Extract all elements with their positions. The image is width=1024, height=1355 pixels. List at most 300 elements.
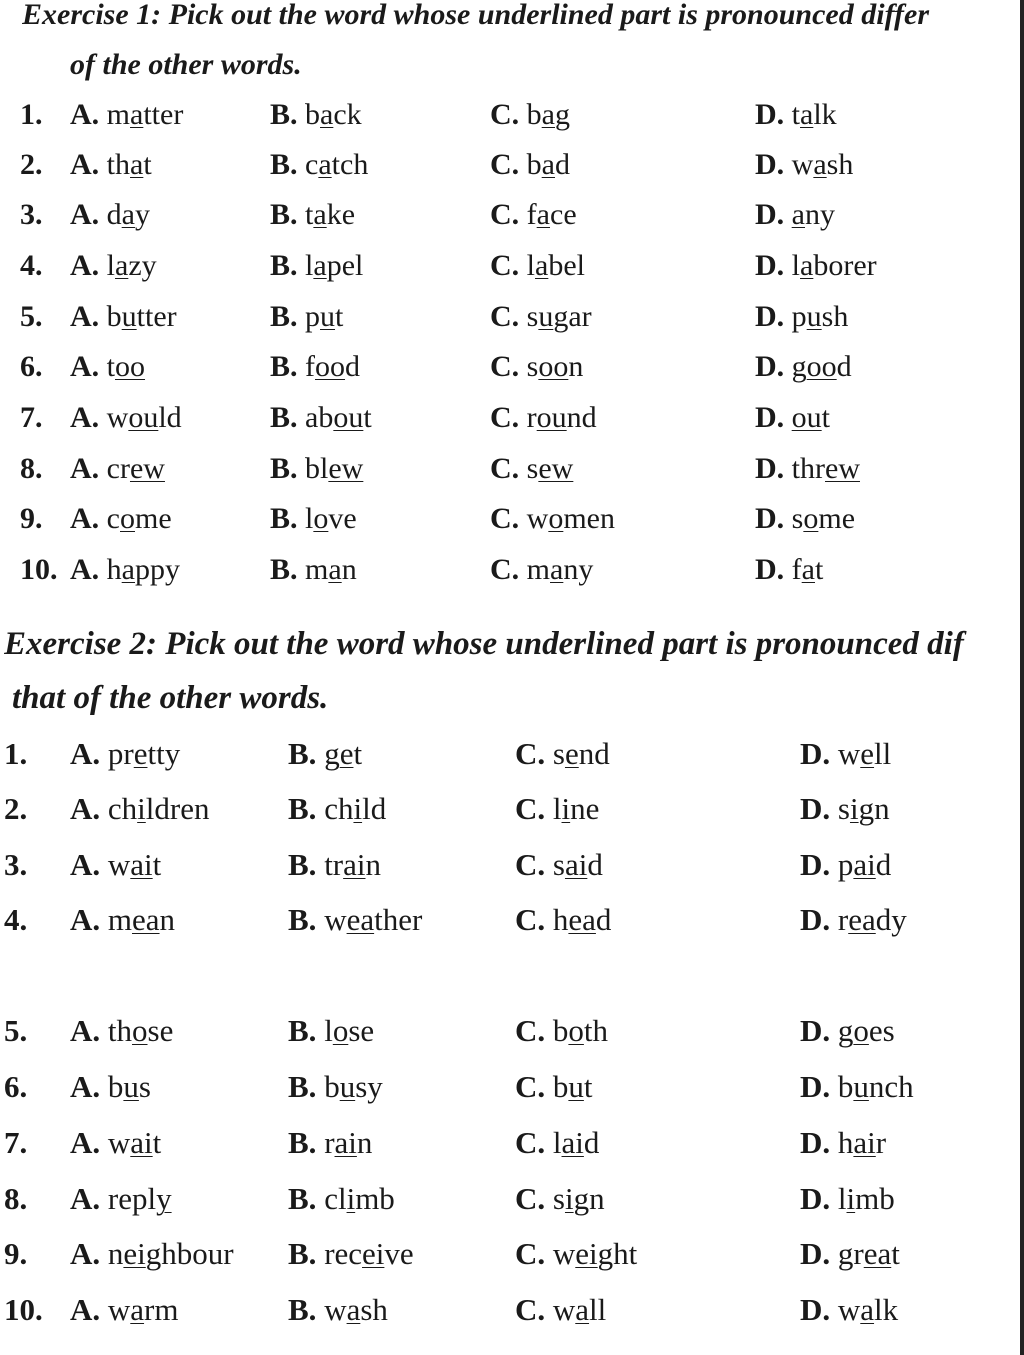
question-number: 10.: [20, 553, 58, 586]
option-letter: B.: [270, 502, 298, 535]
word-suffix: ck: [333, 98, 362, 131]
word-prefix: pr: [107, 736, 134, 771]
underlined-part: o: [120, 502, 135, 535]
option-letter: D.: [755, 300, 785, 333]
answer-option: [515, 1292, 606, 1328]
underlined-part: ew: [328, 452, 364, 485]
word-suffix: nch: [868, 1069, 914, 1104]
word-prefix: t: [106, 350, 116, 383]
question-number: 2.: [20, 148, 43, 181]
answer-option: [288, 1069, 383, 1105]
option-letter: A.: [70, 300, 100, 333]
option-letter: C.: [490, 249, 520, 282]
option-letter: B.: [288, 791, 317, 826]
option-letter: D.: [755, 98, 785, 131]
word-suffix: ld: [362, 791, 387, 826]
answer-option: [288, 1292, 388, 1328]
underlined-part: a: [575, 1292, 590, 1327]
word-suffix: se: [348, 1013, 375, 1048]
option-letter: C.: [515, 791, 546, 826]
option-letter: A.: [70, 350, 100, 383]
word-prefix: w: [324, 1292, 347, 1327]
word-prefix: ch: [107, 791, 138, 826]
word-prefix: b: [526, 98, 542, 131]
option-letter: A.: [70, 791, 101, 826]
answer-option: [270, 249, 363, 283]
option-letter: D.: [800, 1069, 831, 1104]
underlined-part: a: [813, 148, 827, 181]
answer-option: [70, 502, 172, 536]
answer-option: [288, 791, 386, 827]
word-suffix: d: [583, 1125, 600, 1160]
question-number: 5.: [4, 1013, 28, 1048]
answer-option: [515, 791, 599, 827]
underlined-part: ea: [863, 1236, 892, 1271]
option-letter: C.: [515, 1069, 546, 1104]
underlined-part: a: [800, 98, 814, 131]
option-letter: C.: [490, 300, 520, 333]
word-suffix: sh: [826, 148, 854, 181]
question-row: [0, 502, 1020, 542]
underlined-part: ai: [343, 847, 366, 882]
underlined-part: a: [313, 198, 327, 231]
word-prefix: l: [837, 1181, 847, 1216]
word-prefix: h: [552, 902, 569, 937]
underlined-part: u: [339, 1069, 356, 1104]
option-letter: A.: [70, 553, 100, 586]
underlined-part: a: [346, 1292, 361, 1327]
option-letter: D.: [755, 452, 785, 485]
answer-option: [490, 148, 570, 182]
question-number: 8.: [20, 452, 43, 485]
answer-option: [515, 1013, 608, 1049]
word-suffix: d: [555, 148, 570, 181]
word-suffix: nd: [578, 736, 610, 771]
underlined-part: u: [538, 300, 554, 333]
word-suffix: ke: [326, 198, 356, 231]
option-letter: B.: [288, 1236, 317, 1271]
option-letter: D.: [755, 553, 785, 586]
word-suffix: sh: [360, 1292, 388, 1327]
word-prefix: th: [107, 1013, 133, 1048]
answer-option: [288, 1125, 372, 1161]
underlined-part: ew: [129, 452, 165, 485]
option-letter: D.: [800, 1013, 831, 1048]
word-suffix: ght: [597, 1236, 638, 1271]
word-prefix: repl: [107, 1181, 157, 1216]
answer-option: [70, 1236, 234, 1272]
option-letter: D.: [755, 350, 785, 383]
underlined-part: ei: [575, 1236, 598, 1271]
exercise-2-title-line-1: Exercise 2: Pick out the word whose underlined part is pronounced dif: [4, 626, 964, 662]
answer-option: [515, 1236, 637, 1272]
option-letter: D.: [755, 401, 785, 434]
word-prefix: s: [526, 300, 539, 333]
word-suffix: pel: [326, 249, 364, 282]
word-prefix: c: [305, 148, 319, 181]
underlined-part: ei: [362, 1236, 385, 1271]
question-number: 3.: [20, 198, 43, 231]
underlined-part: e: [564, 736, 579, 771]
answer-option: [70, 148, 152, 182]
option-letter: B.: [288, 1181, 317, 1216]
word-suffix: d: [836, 350, 852, 383]
word-suffix: ny: [805, 198, 835, 231]
word-suffix: ne: [570, 791, 600, 826]
word-prefix: l: [552, 1125, 562, 1160]
answer-option: [800, 1125, 886, 1161]
option-letter: A.: [70, 148, 100, 181]
word-suffix: dy: [875, 902, 907, 937]
answer-option: [755, 148, 853, 182]
word-suffix: me: [818, 502, 856, 535]
underlined-part: e: [860, 736, 875, 771]
question-row: [0, 300, 1020, 340]
underlined-part: u: [121, 300, 137, 333]
word-prefix: p: [791, 300, 807, 333]
underlined-part: u: [806, 300, 822, 333]
answer-option: [70, 452, 165, 486]
question-number: 2.: [4, 791, 28, 826]
option-letter: A.: [70, 452, 100, 485]
question-number: 6.: [4, 1069, 28, 1104]
answer-option: [490, 401, 597, 435]
underlined-part: a: [130, 1292, 145, 1327]
underlined-part: ou: [128, 401, 159, 434]
word-prefix: s: [837, 791, 850, 826]
word-suffix: se: [147, 1013, 174, 1048]
word-prefix: g: [791, 350, 807, 383]
option-letter: B.: [270, 452, 298, 485]
question-row: [0, 1013, 1020, 1053]
underlined-part: a: [791, 198, 805, 231]
question-number: 9.: [20, 502, 43, 535]
word-suffix: ldren: [145, 791, 210, 826]
word-suffix: s: [138, 1069, 151, 1104]
question-number: 3.: [4, 847, 28, 882]
underlined-part: ei: [123, 1236, 146, 1271]
underlined-part: u: [320, 300, 336, 333]
underlined-part: a: [550, 553, 564, 586]
word-suffix: tch: [331, 148, 369, 181]
word-prefix: s: [791, 502, 804, 535]
answer-option: [800, 791, 890, 827]
word-suffix: ny: [563, 553, 594, 586]
underlined-part: e: [339, 736, 354, 771]
word-prefix: l: [552, 791, 562, 826]
question-number: 4.: [20, 249, 43, 282]
option-letter: C.: [490, 198, 520, 231]
word-prefix: w: [552, 1236, 576, 1271]
underlined-part: i: [846, 1181, 856, 1216]
underlined-part: oo: [315, 350, 346, 383]
word-prefix: d: [106, 198, 122, 231]
answer-option: [70, 300, 177, 334]
word-prefix: b: [107, 1069, 124, 1104]
word-prefix: m: [305, 553, 329, 586]
underlined-part: ou: [333, 401, 364, 434]
answer-option: [800, 1181, 895, 1217]
word-prefix: m: [107, 902, 133, 937]
option-letter: B.: [288, 1125, 317, 1160]
word-prefix: w: [107, 1292, 131, 1327]
underlined-part: o: [853, 1013, 869, 1048]
word-suffix: tter: [136, 300, 177, 333]
underlined-part: a: [121, 553, 135, 586]
option-letter: A.: [70, 902, 101, 937]
word-prefix: rec: [324, 1236, 363, 1271]
question-row: [0, 198, 1020, 238]
word-prefix: m: [526, 553, 551, 586]
underlined-part: o: [132, 1013, 148, 1048]
word-suffix: me: [135, 502, 172, 535]
option-letter: D.: [800, 1125, 831, 1160]
word-prefix: r: [526, 401, 537, 434]
underlined-part: i: [564, 1181, 574, 1216]
answer-option: [755, 401, 830, 435]
underlined-part: o: [313, 502, 329, 535]
word-prefix: l: [526, 249, 536, 282]
word-suffix: nd: [566, 401, 597, 434]
option-letter: C.: [515, 736, 546, 771]
answer-option: [800, 847, 891, 883]
word-prefix: b: [305, 98, 321, 131]
question-row: [0, 401, 1020, 441]
word-suffix: t: [583, 1069, 593, 1104]
word-prefix: gr: [837, 1236, 864, 1271]
answer-option: [800, 1236, 900, 1272]
word-suffix: men: [563, 502, 615, 535]
answer-option: [288, 736, 362, 772]
option-letter: C.: [515, 1013, 546, 1048]
word-prefix: p: [837, 847, 854, 882]
word-prefix: w: [837, 1292, 861, 1327]
answer-option: [515, 1125, 599, 1161]
underlined-part: a: [130, 98, 144, 131]
option-letter: C.: [515, 1292, 546, 1327]
word-suffix: t: [815, 553, 824, 586]
word-suffix: ce: [550, 198, 577, 231]
answer-option: [70, 1125, 161, 1161]
question-row: [0, 847, 1020, 887]
underlined-part: ea: [848, 902, 876, 937]
option-letter: B.: [270, 198, 298, 231]
underlined-part: a: [318, 148, 332, 181]
answer-option: [70, 791, 209, 827]
word-prefix: b: [552, 1069, 569, 1104]
word-suffix: ll: [589, 1292, 607, 1327]
word-prefix: ab: [305, 401, 334, 434]
word-prefix: l: [305, 249, 314, 282]
answer-option: [70, 98, 183, 132]
answer-option: [270, 350, 360, 384]
question-row: [0, 736, 1020, 776]
underlined-part: ea: [132, 902, 160, 937]
underlined-part: i: [137, 791, 146, 826]
word-prefix: t: [791, 98, 801, 131]
word-prefix: w: [526, 502, 549, 535]
word-prefix: s: [526, 350, 539, 383]
underlined-part: a: [130, 148, 144, 181]
underlined-part: u: [123, 1069, 139, 1104]
underlined-part: ou: [791, 401, 822, 434]
underlined-part: ew: [538, 452, 574, 485]
option-letter: D.: [755, 148, 785, 181]
underlined-part: a: [535, 249, 549, 282]
answer-option: [800, 902, 907, 938]
underlined-part: ai: [130, 847, 153, 882]
option-letter: A.: [70, 1125, 101, 1160]
question-number: 7.: [20, 401, 43, 434]
underlined-part: ai: [853, 847, 876, 882]
underlined-part: a: [328, 553, 342, 586]
option-letter: A.: [70, 1069, 101, 1104]
question-row: [0, 148, 1020, 188]
underlined-part: a: [541, 98, 555, 131]
answer-option: [755, 452, 860, 486]
underlined-part: oo: [538, 350, 569, 383]
answer-option: [288, 1013, 374, 1049]
underlined-part: a: [860, 1292, 875, 1327]
option-letter: A.: [70, 249, 100, 282]
answer-option: [288, 902, 422, 938]
question-row: [0, 902, 1020, 942]
word-suffix: n: [341, 553, 357, 586]
answer-option: [755, 553, 823, 587]
word-prefix: r: [324, 1125, 335, 1160]
word-suffix: ve: [384, 1236, 414, 1271]
word-suffix: g: [555, 98, 570, 131]
word-suffix: mb: [855, 1181, 895, 1216]
option-letter: C.: [515, 902, 546, 937]
underlined-part: a: [541, 148, 555, 181]
word-prefix: bl: [305, 452, 329, 485]
option-letter: B.: [270, 401, 298, 434]
word-suffix: lk: [813, 98, 837, 131]
underlined-part: ew: [825, 452, 860, 485]
answer-option: [490, 502, 615, 536]
option-letter: B.: [270, 249, 298, 282]
word-suffix: n: [356, 1125, 373, 1160]
page-right-border: [1020, 0, 1024, 1355]
word-suffix: borer: [813, 249, 877, 282]
answer-option: [490, 198, 577, 232]
word-prefix: p: [305, 300, 321, 333]
answer-option: [755, 350, 852, 384]
answer-option: [70, 1069, 151, 1105]
option-letter: B.: [270, 553, 298, 586]
underlined-part: ai: [564, 847, 588, 882]
answer-option: [515, 847, 603, 883]
question-number: 8.: [4, 1181, 28, 1216]
answer-option: [70, 736, 180, 772]
word-prefix: w: [324, 902, 347, 937]
word-prefix: s: [552, 736, 565, 771]
option-letter: A.: [70, 847, 101, 882]
word-suffix: t: [335, 300, 344, 333]
word-suffix: es: [868, 1013, 895, 1048]
word-suffix: sy: [355, 1069, 383, 1104]
option-letter: D.: [755, 502, 785, 535]
option-letter: C.: [490, 98, 520, 131]
answer-option: [490, 249, 585, 283]
word-prefix: cl: [324, 1181, 347, 1216]
word-prefix: cr: [106, 452, 130, 485]
answer-option: [70, 1181, 172, 1217]
word-suffix: ppy: [135, 553, 180, 586]
word-suffix: ve: [328, 502, 357, 535]
answer-option: [288, 847, 381, 883]
option-letter: B.: [288, 1069, 317, 1104]
answer-option: [70, 902, 175, 938]
answer-option: [490, 98, 570, 132]
underlined-part: oo: [115, 350, 146, 383]
answer-option: [270, 148, 368, 182]
question-row: [0, 1292, 1020, 1332]
word-prefix: h: [106, 553, 122, 586]
option-letter: B.: [288, 736, 317, 771]
word-prefix: w: [107, 1125, 131, 1160]
answer-option: [755, 198, 835, 232]
word-prefix: w: [107, 847, 131, 882]
word-suffix: t: [821, 401, 831, 434]
underlined-part: i: [353, 791, 363, 826]
word-prefix: w: [837, 736, 861, 771]
option-letter: B.: [270, 300, 298, 333]
question-number: 9.: [4, 1236, 28, 1271]
underlined-part: ou: [536, 401, 567, 434]
word-prefix: l: [791, 249, 801, 282]
answer-option: [515, 1069, 593, 1105]
underlined-part: a: [801, 553, 815, 586]
word-suffix: t: [363, 401, 372, 434]
word-suffix: t: [353, 736, 363, 771]
option-letter: B.: [288, 902, 317, 937]
word-prefix: h: [837, 1125, 854, 1160]
question-row: [0, 249, 1020, 289]
question-number: 1.: [20, 98, 43, 131]
answer-option: [270, 452, 363, 486]
word-suffix: ther: [374, 902, 423, 937]
answer-option: [288, 1236, 414, 1272]
word-prefix: s: [552, 1181, 565, 1216]
word-prefix: tr: [324, 847, 344, 882]
answer-option: [490, 553, 593, 587]
answer-option: [515, 1181, 605, 1217]
option-letter: D.: [800, 736, 831, 771]
question-row: [0, 1069, 1020, 1109]
answer-option: [490, 350, 583, 384]
word-prefix: th: [106, 148, 131, 181]
underlined-part: oo: [806, 350, 837, 383]
word-suffix: t: [152, 1125, 162, 1160]
word-prefix: r: [837, 902, 849, 937]
word-prefix: ch: [324, 791, 354, 826]
underlined-part: a: [800, 249, 814, 282]
word-suffix: ghbour: [145, 1236, 234, 1271]
answer-option: [270, 198, 355, 232]
option-letter: A.: [70, 1292, 101, 1327]
option-letter: C.: [515, 1125, 546, 1160]
underlined-part: ai: [561, 1125, 584, 1160]
word-suffix: n: [568, 350, 584, 383]
underlined-part: ea: [346, 902, 375, 937]
word-prefix: l: [305, 502, 314, 535]
answer-option: [270, 98, 362, 132]
option-letter: D.: [800, 847, 831, 882]
option-letter: D.: [755, 249, 785, 282]
question-row: [0, 553, 1020, 593]
